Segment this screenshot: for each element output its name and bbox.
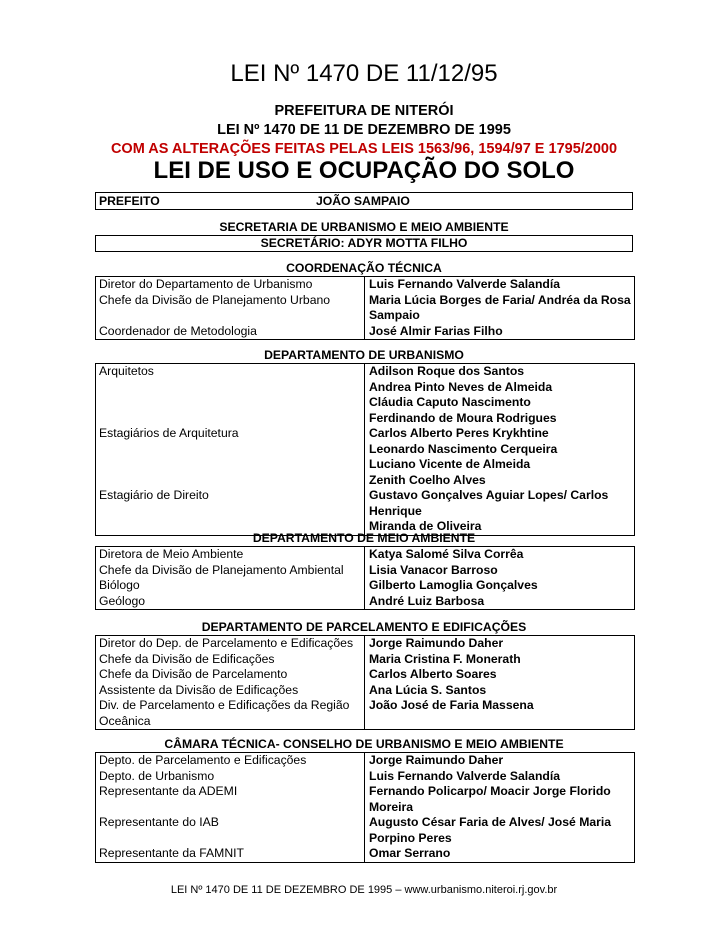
name-cell: Zenith Coelho Alves — [365, 473, 635, 489]
name-cell: Katya Salomé Silva Corrêa — [365, 547, 635, 563]
name-cell — [365, 714, 635, 730]
table-row — [96, 714, 634, 730]
prefeito-name: JOÃO SAMPAIO — [316, 194, 410, 208]
section-table-urbanismo — [95, 363, 635, 536]
table-row — [96, 293, 634, 309]
section-title-parcelamento: DEPARTAMENTO DE PARCELAMENTO E EDIFICAÇÕES — [201, 620, 527, 634]
name-cell: Augusto César Faria de Alves/ José Maria — [365, 815, 635, 831]
name-cell: Luis Fernando Valverde Salandía — [365, 277, 635, 293]
header-amendments: COM AS ALTERAÇÕES FEITAS PELAS LEIS 1563/96, 1594/97 E 1795/2000 — [110, 141, 618, 157]
table-row — [96, 442, 634, 458]
table-row — [96, 488, 634, 504]
name-cell: Maria Cristina F. Monerath — [365, 652, 635, 668]
table-row — [96, 784, 634, 800]
table-row — [96, 277, 634, 293]
role-cell: Oceânica — [99, 713, 151, 728]
name-cell: Henrique — [365, 504, 635, 520]
name-cell: Leonardo Nascimento Cerqueira — [365, 442, 635, 458]
role-cell: Diretora de Meio Ambiente — [99, 547, 244, 561]
role-cell: Coordenador de Metodologia — [99, 323, 257, 338]
role-cell: Representante da ADEMI — [99, 784, 238, 798]
prefeito-label: PREFEITO — [99, 194, 160, 208]
name-cell: Moreira — [365, 800, 635, 816]
name-cell: Jorge Raimundo Daher — [365, 636, 635, 652]
name-cell: Luis Fernando Valverde Salandía — [365, 769, 635, 785]
header-prefeitura: PREFEITURA DE NITERÓI — [274, 103, 454, 119]
table-row — [96, 547, 634, 563]
page-footer: LEI Nº 1470 DE 11 DE DEZEMBRO DE 1995 – www.urbanismo.niteroi.rj.gov.br — [170, 884, 558, 896]
table-row — [96, 594, 634, 610]
table-row — [96, 769, 634, 785]
table-row — [96, 324, 634, 340]
table-row — [96, 652, 634, 668]
role-cell: Biólogo — [99, 578, 140, 592]
role-cell: Geólogo — [99, 593, 146, 608]
name-cell: Jorge Raimundo Daher — [365, 753, 635, 769]
name-cell: André Luiz Barbosa — [365, 594, 635, 610]
table-row — [96, 426, 634, 442]
table-row — [96, 563, 634, 579]
section-table-coordenacao — [95, 276, 635, 340]
table-row — [96, 364, 634, 380]
table-row — [96, 411, 634, 427]
name-cell: Fernando Policarpo/ Moacir Jorge Florido — [365, 784, 635, 800]
table-row — [96, 815, 634, 831]
role-cell: Depto. de Urbanismo — [99, 768, 215, 783]
role-cell: Chefe da Divisão de Planejamento Ambiental — [99, 562, 344, 577]
section-title-urbanismo: DEPARTAMENTO DE URBANISMO — [264, 348, 464, 362]
table-row — [96, 380, 634, 396]
table-row — [96, 578, 634, 594]
role-cell: Chefe da Divisão de Edificações — [99, 651, 275, 666]
secretaria-title: SECRETARIA DE URBANISMO E MEIO AMBIENTE — [219, 220, 509, 234]
table-row — [96, 800, 634, 816]
prefeito-box — [95, 192, 633, 210]
name-cell: Carlos Alberto Peres Krykhtine — [365, 426, 635, 442]
header-law-date: LEI Nº 1470 DE 11 DE DEZEMBRO DE 1995 — [217, 122, 511, 138]
table-row — [96, 846, 634, 862]
table-row — [96, 636, 634, 652]
section-table-camara-tecnica — [95, 752, 635, 863]
table-row — [96, 831, 634, 847]
name-cell: Ana Lúcia S. Santos — [365, 683, 635, 699]
role-cell: Diretor do Dep. de Parcelamento e Edificações — [99, 636, 354, 650]
name-cell: Luciano Vicente de Almeida — [365, 457, 635, 473]
name-cell: Maria Lúcia Borges de Faria/ Andréa da Rosa — [365, 293, 635, 309]
section-table-meio-ambiente — [95, 546, 635, 610]
table-row — [96, 667, 634, 683]
section-table-parcelamento — [95, 635, 635, 730]
name-cell: Carlos Alberto Soares — [365, 667, 635, 683]
role-cell: Estagiário de Direito — [99, 488, 209, 502]
table-row — [96, 698, 634, 714]
page-top-title: LEI Nº 1470 DE 11/12/95 — [230, 60, 498, 87]
name-cell: Omar Serrano — [365, 846, 635, 862]
role-cell: Representante do IAB — [99, 815, 219, 829]
name-cell: José Almir Farias Filho — [365, 324, 635, 340]
name-cell: Andrea Pinto Neves de Almeida — [365, 380, 635, 396]
secretario-name: SECRETÁRIO: ADYR MOTTA FILHO — [260, 236, 468, 250]
role-cell: Depto. de Parcelamento e Edificações — [99, 753, 307, 767]
name-cell: Miranda de Oliveira — [365, 519, 635, 535]
table-row — [96, 473, 634, 489]
name-cell: Sampaio — [365, 308, 635, 324]
name-cell: Gustavo Gonçalves Aguiar Lopes/ Carlos — [365, 488, 635, 504]
table-row — [96, 457, 634, 473]
table-row — [96, 395, 634, 411]
role-cell: Chefe da Divisão de Planejamento Urbano — [99, 292, 331, 307]
name-cell: Gilberto Lamoglia Gonçalves — [365, 578, 635, 594]
name-cell: Ferdinando de Moura Rodrigues — [365, 411, 635, 427]
name-cell: Porpino Peres — [365, 831, 635, 847]
section-title-meio-ambiente: DEPARTAMENTO DE MEIO AMBIENTE — [252, 531, 476, 545]
role-cell: Representante da FAMNIT — [99, 846, 244, 860]
role-cell: Estagiários de Arquitetura — [99, 426, 239, 440]
role-cell: Diretor do Departamento de Urbanismo — [99, 277, 313, 291]
name-cell: Lisia Vanacor Barroso — [365, 563, 635, 579]
table-row — [96, 504, 634, 520]
name-cell: Adilson Roque dos Santos — [365, 364, 635, 380]
role-cell: Chefe da Divisão de Parcelamento — [99, 667, 288, 681]
header-law-title: LEI DE USO E OCUPAÇÃO DO SOLO — [153, 157, 575, 184]
secretario-box — [95, 235, 633, 252]
name-cell: Cláudia Caputo Nascimento — [365, 395, 635, 411]
role-cell: Div. de Parcelamento e Edificações da Região — [99, 698, 350, 712]
name-cell: João José de Faria Massena — [365, 698, 635, 714]
section-title-coordenacao: COORDENAÇÃO TÉCNICA — [286, 261, 442, 275]
role-cell: Arquitetos — [99, 364, 154, 378]
table-row — [96, 753, 634, 769]
table-row — [96, 308, 634, 324]
role-cell: Assistente da Divisão de Edificações — [99, 682, 299, 697]
section-title-camara-tecnica: CÂMARA TÉCNICA- CONSELHO DE URBANISMO E MEIO AMBIENTE — [164, 737, 564, 751]
table-row — [96, 683, 634, 699]
